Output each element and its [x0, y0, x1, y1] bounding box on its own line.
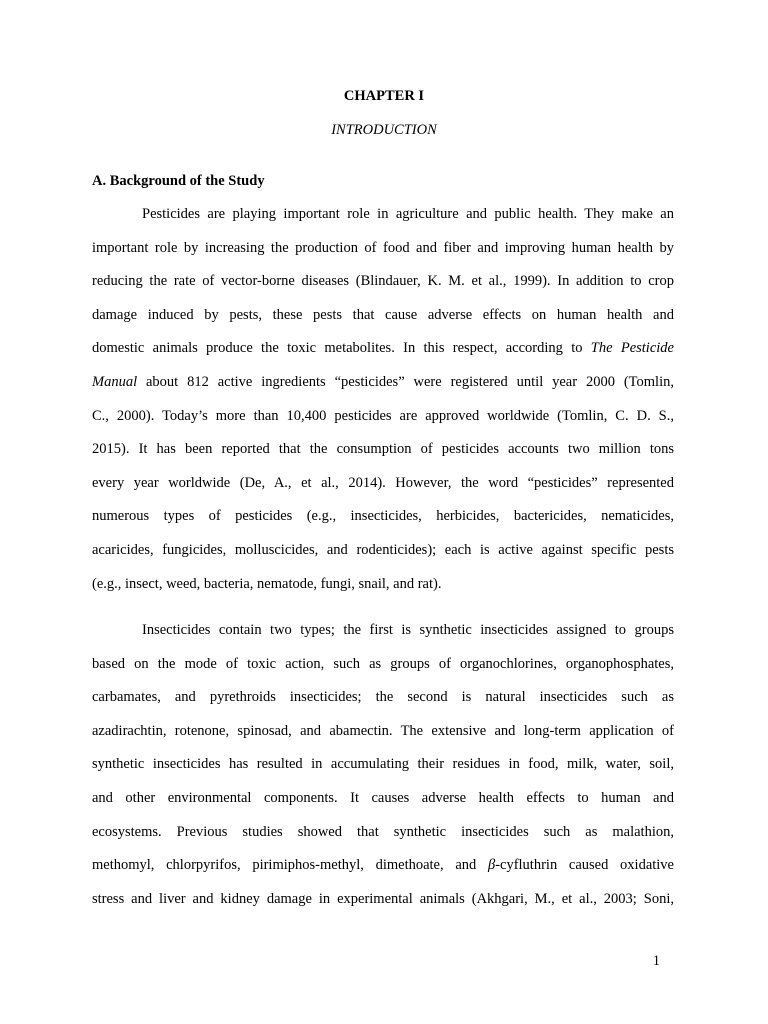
paragraph-line: synthetic insecticides has resulted in accumulating their residues in food, milk, water, soil, — [92, 756, 674, 773]
section-heading: A. Background of the Study — [92, 173, 265, 189]
paragraph-line: methomyl, chlorpyrifos, pirimiphos-methyl, dimethoate, and β-cyfluthrin caused oxidative — [92, 857, 674, 874]
paragraph-line: damage induced by pests, these pests that cause adverse effects on human health and — [92, 306, 674, 323]
paragraph-line: stress and liver and kidney damage in experimental animals (Akhgari, M., et al., 2003; Soni, — [92, 890, 674, 907]
paragraph-line: based on the mode of toxic action, such as groups of organochlorines, organophosphates, — [92, 655, 674, 672]
paragraph-line: reducing the rate of vector-borne diseases (Blindauer, K. M. et al., 1999). In addition to crop — [92, 273, 674, 290]
paragraph-line: every year worldwide (De, A., et al., 2014). However, the word “pesticides” represented — [92, 474, 674, 491]
page-number: 1 — [652, 953, 660, 969]
paragraph-line: 2015). It has been reported that the consumption of pesticides accounts two million tons — [92, 441, 674, 458]
paragraph-line: and other environmental components. It causes adverse health effects to human and — [92, 789, 674, 806]
paragraph-pesticides — [92, 198, 674, 601]
paragraph-insecticides — [92, 614, 674, 916]
paragraph-line: important role by increasing the production of food and fiber and improving human health by — [92, 239, 674, 256]
paragraph-line: (e.g., insect, weed, bacteria, nematode, fungi, snail, and rat). — [92, 575, 442, 592]
paragraph-line: Pesticides are playing important role in agriculture and public health. They make an — [142, 206, 674, 222]
paragraph-line: azadirachtin, rotenone, spinosad, and abamectin. The extensive and long-term application of — [92, 722, 674, 739]
paragraph-line: C., 2000). Today’s more than 10,400 pesticides are approved worldwide (Tomlin, C. D. S., — [92, 407, 674, 424]
paragraph-line: Manual about 812 active ingredients “pesticides” were registered until year 2000 (Tomlin, — [92, 373, 674, 390]
paragraph-line: numerous types of pesticides (e.g., insecticides, herbicides, bactericides, nematicides, — [92, 508, 674, 525]
paragraph-line: carbamates, and pyrethroids insecticides; the second is natural insecticides such as — [92, 689, 674, 706]
paragraph-line: Insecticides contain two types; the first is synthetic insecticides assigned to groups — [142, 622, 674, 638]
paragraph-line: domestic animals produce the toxic metabolites. In this respect, according to The Pesticide — [92, 340, 674, 357]
paragraph-line: acaricides, fungicides, molluscicides, and rodenticides); each is active against specific pests — [92, 541, 674, 558]
chapter-title: CHAPTER I — [343, 88, 425, 104]
paragraph-line: ecosystems. Previous studies showed that synthetic insecticides such as malathion, — [92, 823, 674, 840]
chapter-subtitle: INTRODUCTION — [331, 122, 437, 138]
